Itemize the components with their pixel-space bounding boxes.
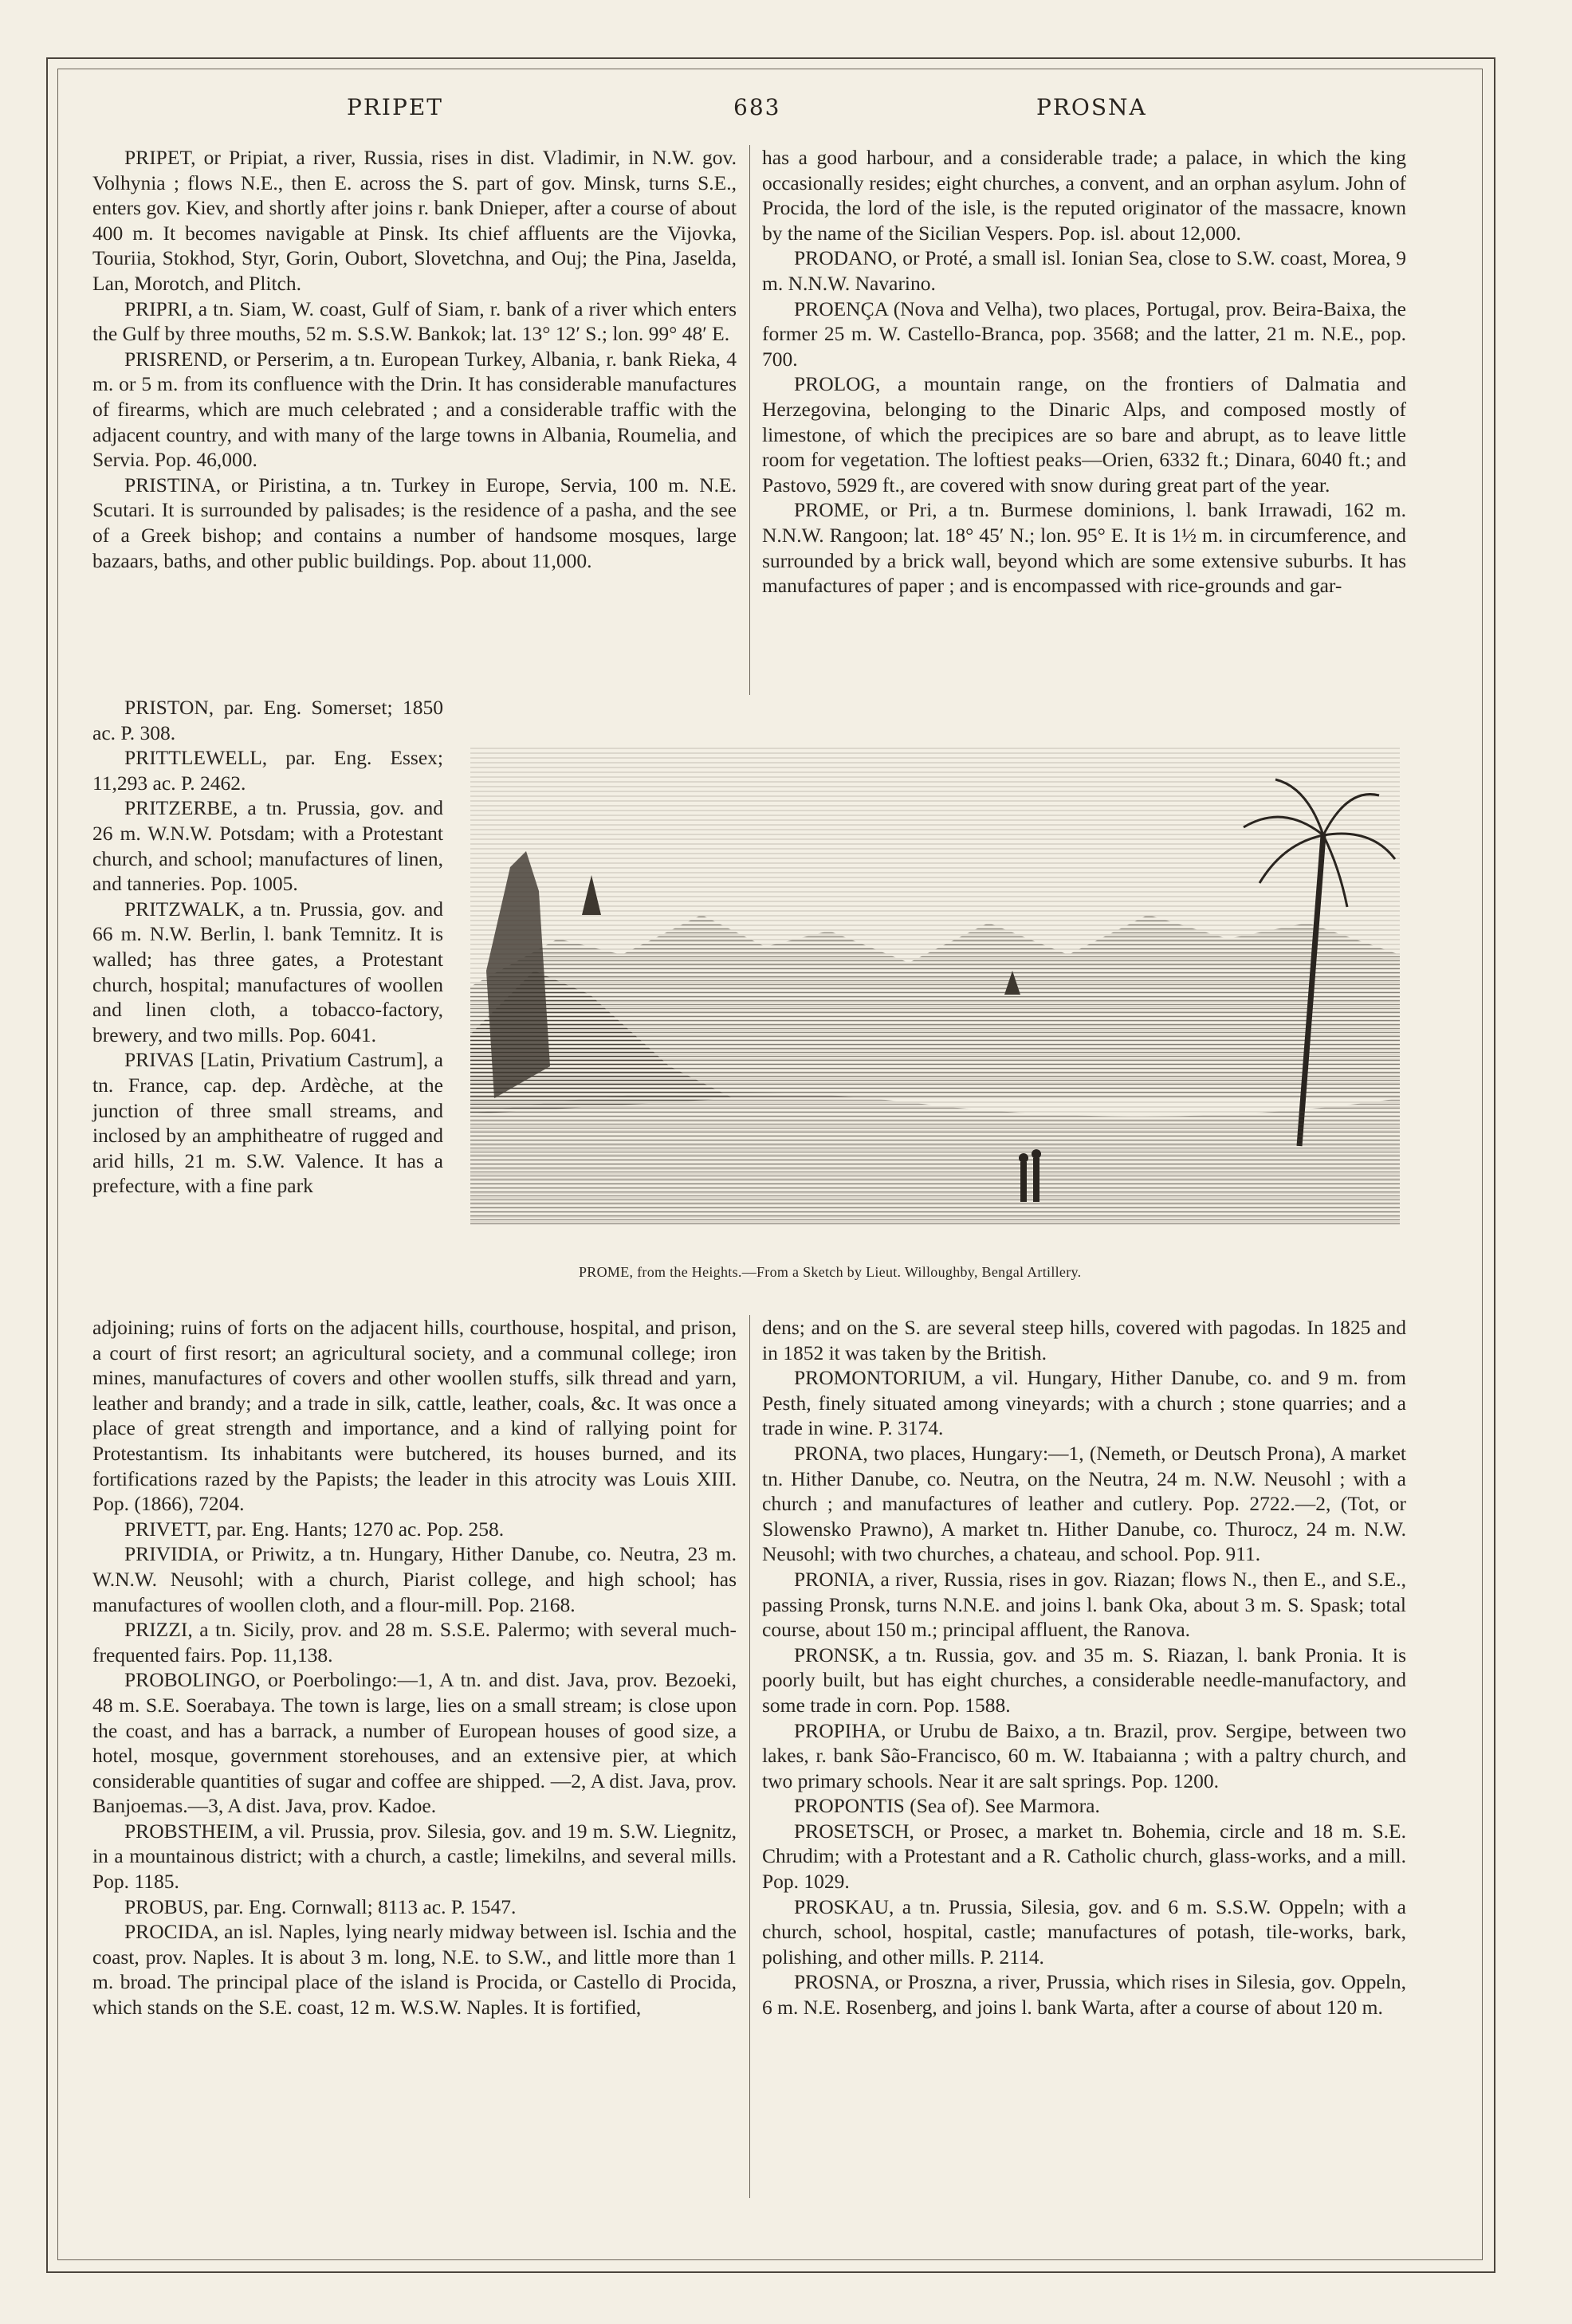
entry-pripet: PRIPET, or Pripiat, a river, Russia, rises in dist. Vladimir, in N.W. gov. Volhynia ; flows N.E., then E. across the S. part of gov. Minsk, turns S.E., enters gov. Kiev, and shortly after joins r. bank Dnieper, after a course of about 400 m. It becomes navigable at Pinsk. Its chief affluents are the Vijovka, Touriia, Stokhod, Styr, Gorin, Oubort, Slovetchna, and Ouj; the Pina, Jaselda, Lan, Morotch, and Plitch. bbox=[92, 146, 737, 295]
header-right-word: PROSNA bbox=[1036, 94, 1147, 120]
entry-probus: PROBUS, par. Eng. Cornwall; 8113 ac. P. 1547. bbox=[124, 1894, 517, 1918]
entry-pristina: PRISTINA, or Piristina, a tn. Turkey in Europe, Servia, 100 m. N.E. Scutari. It is surrounded by palisades; is the residence of a pasha, and the see of a Greek bishop; and contains a number of handsome mosques, large bazaars, baths, and other public buildings. Pop. about 11,000. bbox=[92, 473, 737, 572]
entry-prona: PRONA, two places, Hungary:—1, (Nemeth, or Deutsch Prona), A market tn. Hither Danube, co. Neutra, on the Neutra, 24 m. N.W. Neusohl ; with a church ; and manufactures of leather and cutlery. Pop. 2722.—2, (Tot, or Slowensko Prawno), A market tn. Hither Danube, co. Thurocz, 24 m. N.W. Neusohl; with two churches, a chateau, and school. Pop. 911. bbox=[762, 1441, 1406, 1566]
entry-pronsk: PRONSK, a tn. Russia, gov. and 35 m. S. Riazan, l. bank Pronia. It is poorly built, but has eight churches, a considerable needle-manufactory, and some trade in corn. Pop. 1588. bbox=[762, 1643, 1406, 1717]
entry-prisrend: PRISREND, or Perserim, a tn. European Turkey, Albania, r. bank Rieka, 4 m. or 5 m. from its confluence with the Drin. It has considerable manufactures of firearms, which are much celebrated ; and a considerable traffic with the adjacent country, and with many of the large towns in Albania, Roumelia, and Servia. Pop. 46,000. bbox=[92, 347, 737, 472]
entry-prizzi: PRIZZI, a tn. Sicily, prov. and 28 m. S.S.E. Palermo; with several much-frequented fairs. Pop. 11,138. bbox=[92, 1618, 737, 1666]
left-column-narrow bbox=[92, 695, 443, 1199]
entry-prodano: PRODANO, or Proté, a small isl. Ionian Sea, close to S.W. coast, Morea, 9 m. N.N.W. Navarino. bbox=[762, 246, 1406, 295]
entry-propiha: PROPIHA, or Urubu de Baixo, a tn. Brazil, prov. Sergipe, between two lakes, r. bank São-Francisco, 60 m. W. Itabaianna ; with a paltry church, and two primary schools. Near it are salt springs. Pop. 1200. bbox=[762, 1718, 1406, 1792]
entry-proenca: PROENÇA (Nova and Velha), two places, Portugal, prov. Beira-Baixa, the former 25 m. W. Castello-Branca, pop. 3568; and the latter, 21 m. N.E., pop. 700. bbox=[762, 296, 1406, 371]
page-number: 683 bbox=[733, 94, 781, 120]
entry-prittlewell: PRITTLEWELL, par. Eng. Essex; 11,293 ac. P. 2462. bbox=[92, 746, 443, 795]
running-header bbox=[112, 94, 1419, 134]
entry-pronia: PRONIA, a river, Russia, rises in gov. Riazan; flows N., then E., and S.E., passing Pronsk, turns N.N.E. and joins l. bank Oka, about 3 m. S. Spask; total course, about 150 m.; principal affluent, the Ranova. bbox=[762, 1567, 1406, 1642]
right-column-bottom bbox=[762, 1315, 1406, 2020]
entry-priston: PRISTON, par. Eng. Somerset; 1850 ac. P. 308. bbox=[92, 696, 443, 744]
entry-prome: PROME, or Pri, a tn. Burmese dominions, l. bank Irrawadi, 162 m. N.N.W. Rangoon; lat. 18° 45′ N.; lon. 95° E. It is 1½ m. in circumference, and surrounded by a brick wall, beyond which are some extensive suburbs. It has manufactures of paper ; and is encompassed with rice-grounds and gar- bbox=[762, 498, 1406, 598]
entry-privas: PRIVAS [Latin, Privatium Castrum], a tn. France, cap. dep. Ardèche, at the junction of three small streams, and inclosed by an amphitheatre of rugged and arid hills, 21 m. S.W. Valence. It has a prefecture, with a fine park bbox=[92, 1048, 443, 1198]
header-left-word: PRIPET bbox=[347, 94, 443, 120]
entry-privett: PRIVETT, par. Eng. Hants; 1270 ac. Pop. 258. bbox=[124, 1517, 505, 1541]
entry-promontorium: PROMONTORIUM, a vil. Hungary, Hither Danube, co. and 9 m. from Pesth, finely situated among vineyards; with a church ; stone quarries; and a trade in wine. P. 3174. bbox=[762, 1366, 1406, 1440]
prome-engraving bbox=[462, 732, 1408, 1274]
entry-privas-continued: adjoining; ruins of forts on the adjacent hills, courthouse, hospital, and prison, a court of first resort; an agricultural society, and a communal college; iron mines, manufactures of covers and other woollen stuffs, silk thread and yarn, leather and brandy; and a trade in silk, cattle, leather, coals, &c. It was once a place of great strength and importance, and a kind of rallying point for Protestantism. Its inhabitants were butchered, its houses burned, and its fortifications razed by the Papists; the leader in this atrocity was Louis XIII. Pop. (1866), 7204. bbox=[92, 1316, 737, 1516]
right-column-top bbox=[762, 145, 1406, 599]
entry-pritzwalk: PRITZWALK, a tn. Prussia, gov. and 66 m. N.W. Berlin, l. bank Temnitz. It is walled; has three gates, a Protestant church, hospital; manufactures of woollen and linen cloth, a tobacco-factory, brewery, and two mills. Pop. 6041. bbox=[92, 897, 443, 1046]
entry-procida: PROCIDA, an isl. Naples, lying nearly midway between isl. Ischia and the coast, prov. Naples. It is about 3 m. long, N.E. to S.W., and little more than 1 m. broad. The principal place of the island is Procida, or Castello di Procida, which stands on the S.E. coast, 12 m. W.S.W. Naples. It is fortified, bbox=[92, 1920, 737, 2020]
figure-caption: PROME, from the Heights.—From a Sketch by Lieut. Willoughby, Bengal Artillery. bbox=[579, 1264, 1082, 1280]
entry-prome-continued: dens; and on the S. are several steep hills, covered with pagodas. In 1825 and in 1852 it was taken by the British. bbox=[762, 1316, 1406, 1364]
column-divider-top bbox=[749, 145, 750, 695]
column-divider-bottom bbox=[749, 1315, 750, 2198]
entry-prosna: PROSNA, or Proszna, a river, Prussia, which rises in Silesia, gov. Oppeln, 6 m. N.E. Rosenberg, and joins l. bank Warta, after a course of about 120 m. bbox=[762, 1970, 1406, 2020]
left-column-bottom bbox=[92, 1315, 737, 2020]
left-column-top bbox=[92, 145, 737, 573]
entry-pritzerbe: PRITZERBE, a tn. Prussia, gov. and 26 m. W.N.W. Potsdam; with a Protestant church, and school; manufactures of linen, and tanneries. Pop. 1005. bbox=[92, 796, 443, 896]
entry-prosetsch: PROSETSCH, or Prosec, a market tn. Bohemia, circle and 18 m. S.E. Chrudim; with a Protestant and a R. Catholic church, glass-works, and a mill. Pop. 1029. bbox=[762, 1819, 1406, 1894]
entry-propontis: PROPONTIS (Sea of). See Marmora. bbox=[794, 1794, 1100, 1818]
entry-pripri: PRIPRI, a tn. Siam, W. coast, Gulf of Siam, r. bank of a river which enters the Gulf by three mouths, 52 m. S.S.W. Bankok; lat. 13° 12′ S.; lon. 99° 48′ E. bbox=[92, 296, 737, 346]
entry-proskau: PROSKAU, a tn. Prussia, Silesia, gov. and 6 m. S.S.W. Oppeln; with a church, school, hospital, castle; manufactures of potash, tile-works, bark, polishing, and other mills. P. 2114. bbox=[762, 1894, 1406, 1969]
entry-prolog: PROLOG, a mountain range, on the frontiers of Dalmatia and Herzegovina, belonging to the Dinaric Alps, and composed mostly of limestone, of which the precipices are so bare and abrupt, as to leave little room for vegetation. The loftiest peaks—Orien, 6332 ft.; Dinara, 6040 ft.; and Pastovo, 5929 ft., are covered with snow during great part of the year. bbox=[762, 372, 1406, 497]
entry-procida-continued: has a good harbour, and a considerable trade; a palace, in which the king occasionally resides; eight churches, a convent, and an orphan asylum. John of Procida, the lord of the isle, is the reputed originator of the massacre, known by the name of the Sicilian Vespers. Pop. isl. about 12,000. bbox=[762, 146, 1406, 245]
entry-prividia: PRIVIDIA, or Priwitz, a tn. Hungary, Hither Danube, co. Neutra, 23 m. W.N.W. Neusohl; with a church, Piarist college, and high school; has manufactures of woollen cloth, and a flour-mill. Pop. 2168. bbox=[92, 1542, 737, 1616]
entry-probstheim: PROBSTHEIM, a vil. Prussia, prov. Silesia, gov. and 19 m. S.W. Liegnitz, in a mountainous district; with a church, a castle; limekilns, and several mills. Pop. 1185. bbox=[92, 1819, 737, 1894]
entry-probolingo: PROBOLINGO, or Poerbolingo:—1, A tn. and dist. Java, prov. Bezoeki, 48 m. S.E. Soerabaya. The town is large, lies on a small stream; is close upon the coast, and has a barrack, a number of European houses of good size, a hotel, mosque, government storehouses, and an extensive pier, at which considerable quantities of sugar and coffee are shipped. —2, A dist. Java, prov. Banjoemas.—3, A dist. Java, prov. Kadoe. bbox=[92, 1668, 737, 1818]
